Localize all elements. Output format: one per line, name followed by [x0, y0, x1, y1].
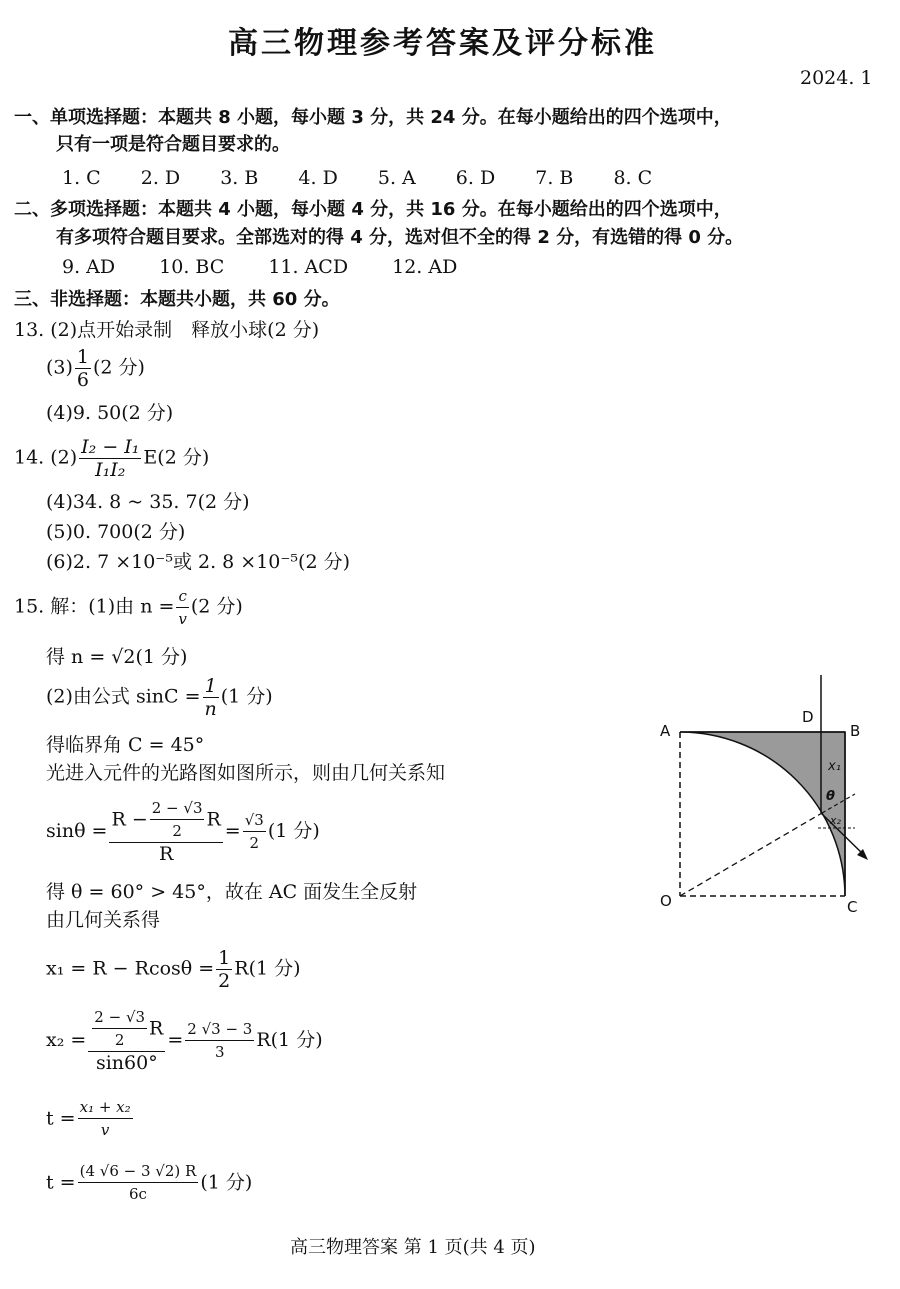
q14-frac-den: I₁I₂: [95, 459, 126, 481]
q15-line1: [14, 585, 243, 630]
answer-12: 12. AD: [392, 256, 458, 278]
q15-line4: 得临界角 C = 45°: [46, 734, 205, 756]
q15-x2-inner-frac: [92, 1006, 147, 1051]
answer-1: 1. C: [62, 167, 101, 189]
q15-x2-fraction: [88, 1006, 165, 1074]
section3-heading: 三、非选择题：本题共小题，共 60 分。: [14, 289, 340, 310]
q15-x1-frac-num: 1: [218, 947, 231, 969]
q15-sin-inner-den: 2: [172, 822, 182, 840]
q15-line3: [46, 675, 273, 720]
q13-fraction: [75, 346, 91, 391]
section2-answers: [62, 255, 495, 279]
page-footer: 高三物理答案 第 1 页(共 4 页): [290, 1237, 536, 1258]
q15-frac-cv: [176, 585, 188, 630]
q13-part3-score: (2 分): [93, 356, 145, 379]
q14-line1: [14, 436, 209, 481]
label-b: B: [850, 722, 861, 740]
q15-x2-result: [185, 1018, 254, 1063]
q15-sin-result-den: 2: [249, 833, 260, 852]
q15-sin-theta-label: sinθ =: [46, 820, 108, 842]
q15-x2-inner-den: 2: [114, 1031, 125, 1049]
q13-line3: (4)9. 50(2 分): [46, 402, 174, 424]
answer-8: 8. C: [613, 167, 653, 189]
section1-heading: 一、单项选择题：本题共 8 小题，每小题 3 分，共 24 分。在每小题给出的四个选项中，: [14, 107, 732, 128]
q15-frac-1n: [203, 675, 219, 720]
q15-x2-result-den: 3: [215, 1042, 225, 1061]
section1-heading-line2: 只有一项是符合题目要求的。: [56, 134, 290, 155]
exam-date: 2024. 1: [800, 67, 873, 89]
q15-t-final-den: 6c: [128, 1185, 147, 1203]
q15-sin-result-num: √3: [243, 809, 266, 832]
answer-11: 11. ACD: [268, 256, 349, 278]
q15-sin-theta-num: [109, 797, 222, 843]
q13-frac-den: 6: [76, 369, 90, 391]
q15-t-frac-num: x₁ + x₂: [78, 1096, 133, 1119]
q15-line7: 得 θ = 60° > 45°，故在 AC 面发生全反射: [46, 881, 418, 903]
label-d: D: [802, 708, 814, 726]
section2-heading: 二、多项选择题：本题共 4 小题，每小题 4 分，共 16 分。在每小题给出的四个选项中，: [14, 199, 732, 220]
q15-line5: 光进入元件的光路图如图所示，则由几何关系知: [46, 762, 446, 784]
page-title: 高三物理参考答案及评分标准: [228, 26, 657, 61]
q15-x2-den: sin60°: [95, 1052, 158, 1074]
q15-sin-num-b: R: [206, 808, 221, 831]
q14-line4: (6)2. 7 ×10⁻⁵或 2. 8 ×10⁻⁵(2 分): [46, 551, 350, 573]
q15-x1-frac: [216, 947, 232, 992]
q15-part2-label: (2)由公式 sinC =: [46, 685, 201, 708]
q15-t-final-num: (4 √6 − 3 √2) R: [78, 1160, 199, 1183]
q15-t-final-score: (1 分): [200, 1171, 253, 1194]
q15-part1-score: (2 分): [190, 595, 243, 618]
q14-part2-label: 14. (2): [14, 446, 78, 469]
q15-x1-label: x₁ = R − Rcosθ =: [46, 957, 215, 980]
q15-x2-num: [88, 1006, 165, 1052]
q15-x2-label: x₂ =: [46, 1029, 87, 1051]
q15-part1-label: 15. 解：(1)由 n =: [14, 595, 175, 618]
answer-2: 2. D: [140, 167, 181, 189]
q15-t-final-frac: [78, 1160, 199, 1205]
q15-x2-score: R(1 分): [256, 1029, 323, 1051]
q15-sin-eq: =: [224, 820, 241, 842]
q15-frac-1n-den: n: [204, 698, 217, 720]
section1-answers: [62, 166, 686, 190]
q15-sin-score: (1 分): [267, 820, 320, 842]
answer-4: 4. D: [298, 167, 338, 189]
answer-10: 10. BC: [159, 256, 225, 278]
q15-x2-inner-num: 2 − √3: [92, 1006, 147, 1029]
label-o: O: [660, 892, 672, 910]
answer-3: 3. B: [220, 167, 259, 189]
q13-part3-label: (3): [46, 356, 73, 379]
q15-x1-frac-den: 2: [218, 970, 231, 992]
q14-fraction: [79, 436, 141, 481]
optics-diagram: [650, 670, 880, 920]
label-x2: x₂: [830, 814, 841, 827]
q13-line2: [46, 346, 145, 391]
q15-frac-cv-num: c: [176, 585, 188, 608]
q15-frac-cv-den: v: [178, 610, 187, 628]
q15-x2-result-num: 2 √3 − 3: [185, 1018, 254, 1041]
q14-part2-score: E(2 分): [143, 446, 210, 469]
section2-heading-line2: 有多项符合题目要求。全部选对的得 4 分，选对但不全的得 2 分，有选错的得 0 分。: [56, 227, 744, 248]
q15-x2-eq: =: [167, 1029, 184, 1051]
answer-6: 6. D: [455, 167, 496, 189]
q15-t-frac-den: v: [100, 1121, 110, 1139]
q15-line2: 得 n = √2(1 分): [46, 646, 188, 668]
answer-7: 7. B: [535, 167, 574, 189]
label-a: A: [660, 722, 671, 740]
q15-line8: 由几何关系得: [46, 909, 161, 931]
q13-frac-num: 1: [76, 346, 90, 368]
q15-x2-num-b: R: [149, 1017, 164, 1040]
q14-line2: (4)34. 8 ~ 35. 7(2 分): [46, 491, 250, 513]
q15-line12: [46, 1160, 252, 1205]
q15-line11: [46, 1096, 135, 1141]
q14-line3: (5)0. 700(2 分): [46, 521, 186, 543]
q15-line9: [46, 947, 301, 992]
q15-t-frac: [78, 1096, 133, 1141]
q15-sin-inner-num: 2 − √3: [150, 797, 205, 820]
answer-9: 9. AD: [62, 256, 116, 278]
q15-x1-score: R(1 分): [234, 957, 301, 980]
q15-sin-num-a: R −: [111, 808, 148, 831]
q15-sin-result: [243, 809, 266, 854]
label-c: C: [847, 898, 858, 916]
label-theta: θ: [826, 789, 835, 804]
radius-line: [680, 813, 822, 896]
q15-line10: [46, 1006, 323, 1074]
q15-t-final-label: t =: [46, 1171, 76, 1194]
q15-part2-score: (1 分): [220, 685, 273, 708]
label-x1: x₁: [828, 759, 841, 774]
q15-sin-theta-den: R: [158, 843, 174, 865]
answer-5: 5. A: [377, 167, 416, 189]
q14-frac-num: I₂ − I₁: [81, 436, 140, 458]
q15-sin-theta-fraction: [109, 797, 222, 865]
q15-line6: [46, 797, 320, 865]
q15-t-label: t =: [46, 1107, 76, 1130]
q15-frac-1n-num: 1: [204, 675, 217, 697]
q13-line1: 13. (2)点开始录制 释放小球(2 分): [14, 319, 320, 341]
q15-sin-inner-frac: [150, 797, 205, 842]
